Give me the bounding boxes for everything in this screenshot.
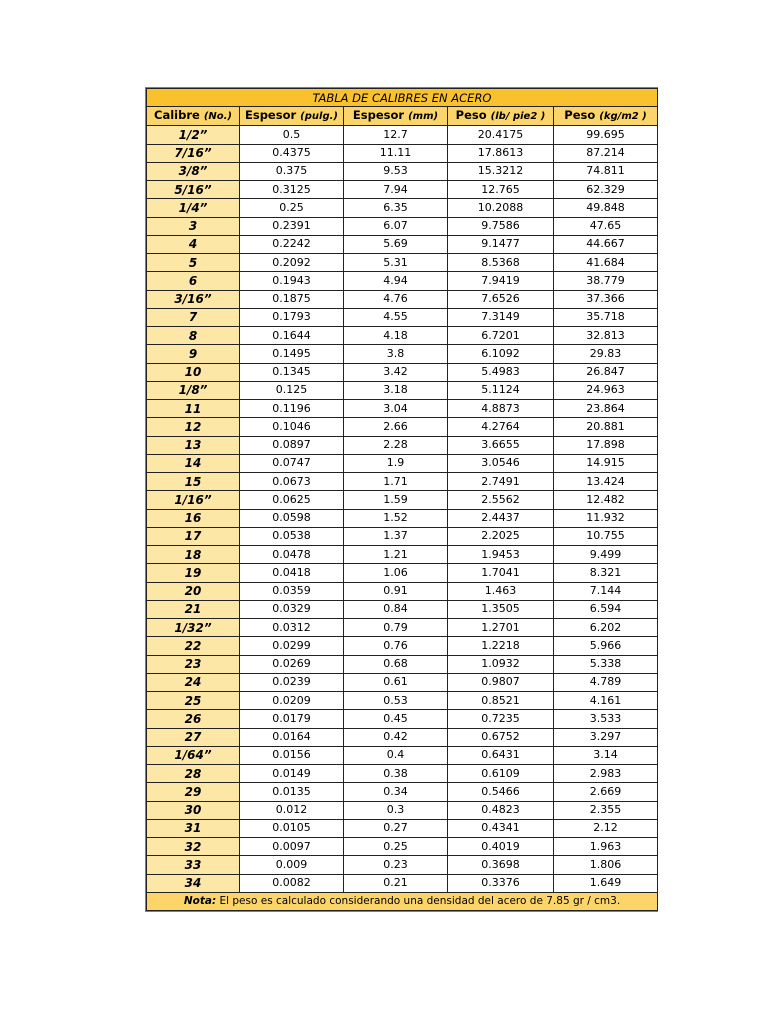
espesor-mm-cell: 3.8 [344, 345, 448, 363]
calibre-cell: 18 [147, 546, 240, 564]
table-row [147, 327, 658, 345]
espesor-mm-cell: 0.79 [344, 619, 448, 637]
espesor-mm-cell: 0.4 [344, 746, 448, 764]
espesor-pulg-cell: 0.2391 [240, 217, 344, 235]
peso-lb-cell: 9.7586 [448, 217, 554, 235]
espesor-mm-cell: 0.25 [344, 838, 448, 856]
calibre-cell: 19 [147, 564, 240, 582]
espesor-pulg-cell: 0.1495 [240, 345, 344, 363]
peso-kg-cell: 6.594 [554, 600, 658, 618]
table-row [147, 710, 658, 728]
espesor-mm-cell: 0.61 [344, 673, 448, 691]
peso-kg-cell: 4.789 [554, 673, 658, 691]
calibre-cell: 33 [147, 856, 240, 874]
header-peso-kg: Peso (kg/m2 ) [554, 107, 658, 126]
espesor-pulg-cell: 0.375 [240, 162, 344, 180]
espesor-pulg-cell: 0.1345 [240, 363, 344, 381]
peso-lb-cell: 1.9453 [448, 546, 554, 564]
espesor-pulg-cell: 0.0312 [240, 619, 344, 637]
table-row [147, 856, 658, 874]
gauge-table-body [147, 126, 658, 893]
peso-kg-cell: 47.65 [554, 217, 658, 235]
espesor-pulg-cell: 0.0478 [240, 546, 344, 564]
table-row [147, 637, 658, 655]
espesor-pulg-cell: 0.5 [240, 126, 344, 144]
peso-kg-cell: 1.649 [554, 874, 658, 892]
calibre-cell: 3/16” [147, 290, 240, 308]
espesor-pulg-cell: 0.2242 [240, 235, 344, 253]
calibre-cell: 27 [147, 728, 240, 746]
calibre-cell: 15 [147, 473, 240, 491]
peso-lb-cell: 0.5466 [448, 783, 554, 801]
note-text: El peso es calculado considerando una densidad del acero de 7.85 gr / cm3. [216, 895, 621, 908]
peso-lb-cell: 0.6752 [448, 728, 554, 746]
espesor-pulg-cell: 0.009 [240, 856, 344, 874]
calibre-cell: 28 [147, 765, 240, 783]
espesor-pulg-cell: 0.0538 [240, 527, 344, 545]
espesor-mm-cell: 0.27 [344, 819, 448, 837]
peso-lb-cell: 2.2025 [448, 527, 554, 545]
peso-lb-cell: 3.6655 [448, 436, 554, 454]
calibre-cell: 11 [147, 400, 240, 418]
table-title: TABLA DE CALIBRES EN ACERO [147, 89, 658, 107]
peso-kg-cell: 49.848 [554, 199, 658, 217]
table-row [147, 436, 658, 454]
peso-kg-cell: 2.12 [554, 819, 658, 837]
table-row [147, 235, 658, 253]
peso-lb-cell: 0.6109 [448, 765, 554, 783]
espesor-mm-cell: 5.69 [344, 235, 448, 253]
calibre-cell: 25 [147, 692, 240, 710]
table-row [147, 473, 658, 491]
peso-lb-cell: 6.1092 [448, 345, 554, 363]
calibre-cell: 1/4” [147, 199, 240, 217]
peso-lb-cell: 20.4175 [448, 126, 554, 144]
table-row [147, 655, 658, 673]
table-row [147, 619, 658, 637]
peso-kg-cell: 87.214 [554, 144, 658, 162]
espesor-mm-cell: 0.23 [344, 856, 448, 874]
espesor-mm-cell: 1.37 [344, 527, 448, 545]
peso-lb-cell: 1.2701 [448, 619, 554, 637]
peso-lb-cell: 2.5562 [448, 491, 554, 509]
peso-lb-cell: 7.9419 [448, 272, 554, 290]
calibre-cell: 1/64” [147, 746, 240, 764]
espesor-pulg-cell: 0.3125 [240, 181, 344, 199]
peso-lb-cell: 12.765 [448, 181, 554, 199]
calibre-cell: 20 [147, 582, 240, 600]
peso-lb-cell: 0.6431 [448, 746, 554, 764]
espesor-mm-cell: 0.84 [344, 600, 448, 618]
peso-kg-cell: 11.932 [554, 509, 658, 527]
table-row [147, 199, 658, 217]
peso-lb-cell: 0.3698 [448, 856, 554, 874]
table-row [147, 144, 658, 162]
peso-lb-cell: 6.7201 [448, 327, 554, 345]
peso-kg-cell: 26.847 [554, 363, 658, 381]
espesor-pulg-cell: 0.0105 [240, 819, 344, 837]
espesor-mm-cell: 5.31 [344, 254, 448, 272]
peso-lb-cell: 17.8613 [448, 144, 554, 162]
peso-kg-cell: 9.499 [554, 546, 658, 564]
peso-kg-cell: 2.355 [554, 801, 658, 819]
table-row [147, 400, 658, 418]
calibre-cell: 17 [147, 527, 240, 545]
table-row [147, 126, 658, 144]
calibre-cell: 1/32” [147, 619, 240, 637]
table-row [147, 546, 658, 564]
espesor-mm-cell: 0.68 [344, 655, 448, 673]
peso-kg-cell: 1.963 [554, 838, 658, 856]
peso-kg-cell: 20.881 [554, 418, 658, 436]
espesor-mm-cell: 9.53 [344, 162, 448, 180]
calibre-cell: 34 [147, 874, 240, 892]
espesor-mm-cell: 2.28 [344, 436, 448, 454]
espesor-pulg-cell: 0.1943 [240, 272, 344, 290]
espesor-mm-cell: 2.66 [344, 418, 448, 436]
espesor-pulg-cell: 0.0329 [240, 600, 344, 618]
peso-kg-cell: 3.533 [554, 710, 658, 728]
calibre-cell: 9 [147, 345, 240, 363]
calibre-cell: 23 [147, 655, 240, 673]
calibre-cell: 32 [147, 838, 240, 856]
table-row [147, 874, 658, 892]
table-row [147, 491, 658, 509]
espesor-mm-cell: 1.52 [344, 509, 448, 527]
calibre-cell: 5 [147, 254, 240, 272]
peso-kg-cell: 32.813 [554, 327, 658, 345]
calibre-cell: 6 [147, 272, 240, 290]
peso-kg-cell: 8.321 [554, 564, 658, 582]
calibre-cell: 30 [147, 801, 240, 819]
calibre-cell: 8 [147, 327, 240, 345]
calibre-cell: 1/8” [147, 381, 240, 399]
peso-lb-cell: 0.4019 [448, 838, 554, 856]
note-label: Nota: [183, 895, 217, 908]
espesor-pulg-cell: 0.1875 [240, 290, 344, 308]
espesor-mm-cell: 0.3 [344, 801, 448, 819]
espesor-mm-cell: 0.42 [344, 728, 448, 746]
espesor-pulg-cell: 0.125 [240, 381, 344, 399]
calibre-cell: 3/8” [147, 162, 240, 180]
peso-lb-cell: 7.6526 [448, 290, 554, 308]
calibre-cell: 26 [147, 710, 240, 728]
calibre-cell: 1/16” [147, 491, 240, 509]
espesor-mm-cell: 0.34 [344, 783, 448, 801]
espesor-pulg-cell: 0.4375 [240, 144, 344, 162]
espesor-mm-cell: 1.59 [344, 491, 448, 509]
table-row [147, 673, 658, 691]
peso-lb-cell: 4.8873 [448, 400, 554, 418]
calibre-cell: 12 [147, 418, 240, 436]
peso-lb-cell: 5.4983 [448, 363, 554, 381]
espesor-pulg-cell: 0.1644 [240, 327, 344, 345]
table-row [147, 418, 658, 436]
espesor-mm-cell: 1.9 [344, 454, 448, 472]
calibre-cell: 10 [147, 363, 240, 381]
table-row [147, 728, 658, 746]
espesor-pulg-cell: 0.2092 [240, 254, 344, 272]
espesor-mm-cell: 4.55 [344, 308, 448, 326]
espesor-pulg-cell: 0.0299 [240, 637, 344, 655]
table-row [147, 765, 658, 783]
calibre-cell: 16 [147, 509, 240, 527]
table-row [147, 801, 658, 819]
table-row [147, 838, 658, 856]
espesor-mm-cell: 0.91 [344, 582, 448, 600]
table-row [147, 509, 658, 527]
peso-kg-cell: 29.83 [554, 345, 658, 363]
espesor-pulg-cell: 0.0209 [240, 692, 344, 710]
espesor-pulg-cell: 0.0179 [240, 710, 344, 728]
table-row [147, 217, 658, 235]
peso-kg-cell: 99.695 [554, 126, 658, 144]
table-row [147, 345, 658, 363]
peso-lb-cell: 1.463 [448, 582, 554, 600]
espesor-mm-cell: 0.45 [344, 710, 448, 728]
table-row [147, 363, 658, 381]
calibre-cell: 13 [147, 436, 240, 454]
table-row [147, 600, 658, 618]
peso-lb-cell: 3.0546 [448, 454, 554, 472]
calibre-cell: 3 [147, 217, 240, 235]
espesor-mm-cell: 0.21 [344, 874, 448, 892]
peso-kg-cell: 24.963 [554, 381, 658, 399]
peso-kg-cell: 14.915 [554, 454, 658, 472]
espesor-pulg-cell: 0.012 [240, 801, 344, 819]
peso-kg-cell: 13.424 [554, 473, 658, 491]
calibre-cell: 22 [147, 637, 240, 655]
espesor-pulg-cell: 0.0673 [240, 473, 344, 491]
peso-kg-cell: 1.806 [554, 856, 658, 874]
table-row [147, 692, 658, 710]
espesor-mm-cell: 12.7 [344, 126, 448, 144]
espesor-mm-cell: 0.38 [344, 765, 448, 783]
peso-kg-cell: 7.144 [554, 582, 658, 600]
espesor-pulg-cell: 0.0135 [240, 783, 344, 801]
peso-kg-cell: 5.966 [554, 637, 658, 655]
espesor-mm-cell: 1.21 [344, 546, 448, 564]
peso-kg-cell: 3.14 [554, 746, 658, 764]
calibre-cell: 29 [147, 783, 240, 801]
peso-lb-cell: 0.8521 [448, 692, 554, 710]
peso-kg-cell: 37.366 [554, 290, 658, 308]
espesor-pulg-cell: 0.0418 [240, 564, 344, 582]
espesor-pulg-cell: 0.0625 [240, 491, 344, 509]
peso-lb-cell: 9.1477 [448, 235, 554, 253]
espesor-pulg-cell: 0.0239 [240, 673, 344, 691]
calibre-cell: 1/2” [147, 126, 240, 144]
table-row [147, 783, 658, 801]
peso-lb-cell: 1.0932 [448, 655, 554, 673]
note-row [147, 892, 658, 910]
espesor-mm-cell: 3.18 [344, 381, 448, 399]
espesor-pulg-cell: 0.0164 [240, 728, 344, 746]
peso-kg-cell: 2.983 [554, 765, 658, 783]
espesor-mm-cell: 4.76 [344, 290, 448, 308]
peso-lb-cell: 2.7491 [448, 473, 554, 491]
calibre-cell: 7 [147, 308, 240, 326]
table-row [147, 527, 658, 545]
peso-kg-cell: 17.898 [554, 436, 658, 454]
peso-lb-cell: 7.3149 [448, 308, 554, 326]
calibre-cell: 14 [147, 454, 240, 472]
table-row [147, 564, 658, 582]
table-row [147, 308, 658, 326]
espesor-pulg-cell: 0.0149 [240, 765, 344, 783]
calibre-cell: 7/16” [147, 144, 240, 162]
header-calibre: Calibre (No.) [147, 107, 240, 126]
calibre-cell: 5/16” [147, 181, 240, 199]
calibre-cell: 31 [147, 819, 240, 837]
peso-kg-cell: 2.669 [554, 783, 658, 801]
peso-kg-cell: 35.718 [554, 308, 658, 326]
espesor-mm-cell: 4.94 [344, 272, 448, 290]
espesor-pulg-cell: 0.25 [240, 199, 344, 217]
peso-kg-cell: 6.202 [554, 619, 658, 637]
peso-kg-cell: 38.779 [554, 272, 658, 290]
table-row [147, 582, 658, 600]
espesor-pulg-cell: 0.0359 [240, 582, 344, 600]
calibre-cell: 21 [147, 600, 240, 618]
espesor-pulg-cell: 0.0082 [240, 874, 344, 892]
gauge-table [146, 88, 658, 911]
peso-lb-cell: 2.4437 [448, 509, 554, 527]
header-row [147, 107, 658, 126]
espesor-mm-cell: 3.04 [344, 400, 448, 418]
espesor-mm-cell: 1.71 [344, 473, 448, 491]
peso-lb-cell: 4.2764 [448, 418, 554, 436]
header-espesor-pulg: Espesor (pulg.) [240, 107, 344, 126]
espesor-pulg-cell: 0.1046 [240, 418, 344, 436]
table-row [147, 290, 658, 308]
espesor-mm-cell: 0.53 [344, 692, 448, 710]
footnote [147, 892, 658, 910]
espesor-mm-cell: 1.06 [344, 564, 448, 582]
calibre-cell: 4 [147, 235, 240, 253]
steel-gauge-sheet [145, 87, 658, 912]
peso-kg-cell: 10.755 [554, 527, 658, 545]
peso-kg-cell: 74.811 [554, 162, 658, 180]
espesor-pulg-cell: 0.1793 [240, 308, 344, 326]
peso-lb-cell: 0.4823 [448, 801, 554, 819]
table-row [147, 819, 658, 837]
espesor-mm-cell: 7.94 [344, 181, 448, 199]
peso-kg-cell: 3.297 [554, 728, 658, 746]
espesor-mm-cell: 11.11 [344, 144, 448, 162]
espesor-mm-cell: 6.07 [344, 217, 448, 235]
espesor-mm-cell: 0.76 [344, 637, 448, 655]
header-peso-lb: Peso (lb/ pie2 ) [448, 107, 554, 126]
peso-kg-cell: 44.667 [554, 235, 658, 253]
header-espesor-mm: Espesor (mm) [344, 107, 448, 126]
espesor-pulg-cell: 0.0598 [240, 509, 344, 527]
espesor-pulg-cell: 0.0156 [240, 746, 344, 764]
espesor-pulg-cell: 0.0747 [240, 454, 344, 472]
peso-lb-cell: 5.1124 [448, 381, 554, 399]
table-row [147, 272, 658, 290]
peso-lb-cell: 0.9807 [448, 673, 554, 691]
peso-kg-cell: 12.482 [554, 491, 658, 509]
table-row [147, 254, 658, 272]
table-row [147, 181, 658, 199]
table-row [147, 162, 658, 180]
peso-lb-cell: 0.3376 [448, 874, 554, 892]
espesor-mm-cell: 4.18 [344, 327, 448, 345]
table-row [147, 381, 658, 399]
table-row [147, 454, 658, 472]
calibre-cell: 24 [147, 673, 240, 691]
title-row [147, 89, 658, 107]
peso-lb-cell: 0.4341 [448, 819, 554, 837]
espesor-mm-cell: 6.35 [344, 199, 448, 217]
peso-lb-cell: 8.5368 [448, 254, 554, 272]
peso-lb-cell: 1.3505 [448, 600, 554, 618]
peso-lb-cell: 1.2218 [448, 637, 554, 655]
peso-kg-cell: 4.161 [554, 692, 658, 710]
peso-kg-cell: 5.338 [554, 655, 658, 673]
peso-kg-cell: 41.684 [554, 254, 658, 272]
espesor-mm-cell: 3.42 [344, 363, 448, 381]
peso-kg-cell: 23.864 [554, 400, 658, 418]
espesor-pulg-cell: 0.1196 [240, 400, 344, 418]
peso-lb-cell: 15.3212 [448, 162, 554, 180]
espesor-pulg-cell: 0.0097 [240, 838, 344, 856]
peso-lb-cell: 10.2088 [448, 199, 554, 217]
table-row [147, 746, 658, 764]
peso-lb-cell: 1.7041 [448, 564, 554, 582]
peso-lb-cell: 0.7235 [448, 710, 554, 728]
peso-kg-cell: 62.329 [554, 181, 658, 199]
espesor-pulg-cell: 0.0269 [240, 655, 344, 673]
espesor-pulg-cell: 0.0897 [240, 436, 344, 454]
